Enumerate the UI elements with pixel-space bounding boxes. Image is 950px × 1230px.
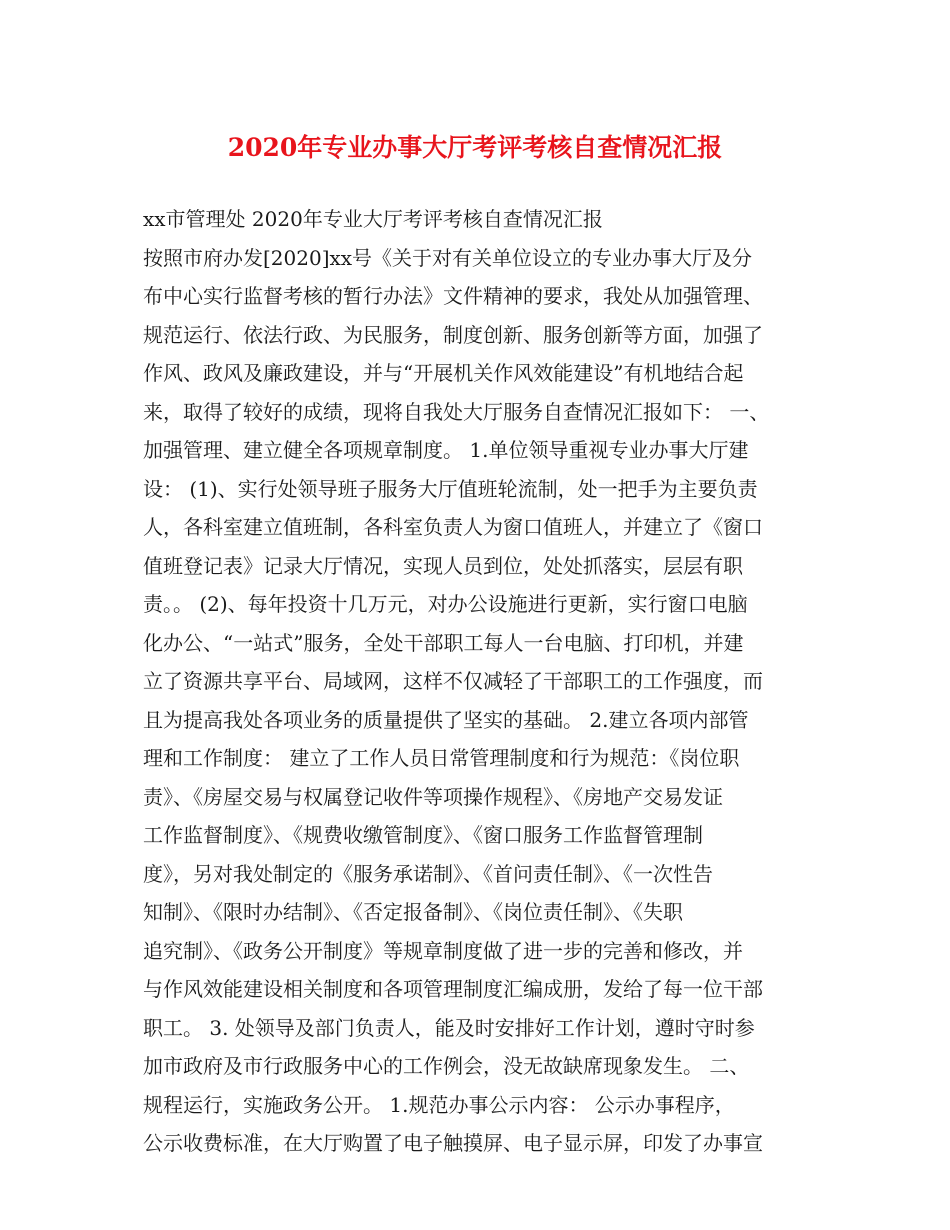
document-body [143, 200, 833, 1163]
body-line: xx市管理处 2020年专业大厅考评考核自查情况汇报 [143, 207, 603, 231]
body-line: 加强管理、建立健全各项规章制度。 1.单位领导重视专业办事大厅建 [143, 438, 749, 462]
body-line: 设： (1)、实行处领导班子服务大厅值班轮流制，处一把手为主要负责 [143, 476, 758, 501]
body-line: 值班登记表》记录大厅情况，实现人员到位，处处抓落实，层层有职 [143, 553, 743, 578]
body-line: 加市政府及市行政服务中心的工作例会，没无故缺席现象发生。 二、 [143, 1054, 750, 1078]
body-line: 工作监督制度》、《规费收缴管制度》、《窗口服务工作监督管理制 [143, 823, 703, 847]
body-line: 规程运行，实施政务公开。 1.规范办事公示内容： 公示办事程序， [143, 1092, 735, 1117]
body-line: 理和工作制度： 建立了工作人员日常管理制度和行为规范：《岗位职 [143, 746, 740, 770]
body-line: 责》、《房屋交易与权属登记收件等项操作规程》、《房地产交易发证 [143, 784, 723, 809]
body-line: 规范运行、依法行政、为民服务，制度创新、服务创新等方面，加强了 [143, 322, 763, 347]
body-line: 来，取得了较好的成绩，现将自我处大厅服务自查情况汇报如下： 一、 [143, 399, 770, 424]
body-line: 与作风效能建设相关制度和各项管理制度汇编成册，发给了每一位干部 [143, 977, 763, 1001]
body-line: 立了资源共享平台、局域网，这样不仅减轻了干部职工的工作强度，而 [143, 669, 763, 693]
body-line: 人，各科室建立值班制，各科室负责人为窗口值班人，并建立了《窗口 [143, 515, 763, 539]
body-line: 且为提高我处各项业务的质量提供了坚实的基础。 2.建立各项内部管 [143, 707, 749, 732]
body-line: 度》，另对我处制定的《服务承诺制》、《首问责任制》、《一次性告 [143, 861, 713, 886]
body-line: 职工。 3. 处领导及部门负责人，能及时安排好工作计划，遵时守时参 [143, 1015, 755, 1040]
body-line: 追究制》、《政务公开制度》等规章制度做了进一步的完善和修改，并 [143, 938, 743, 963]
body-line: 布中心实行监督考核的暂行办法》文件精神的要求，我处从加强管理、 [143, 284, 763, 308]
document-title: 2020年专业办事大厅考评考核自查情况汇报 [227, 133, 723, 162]
body-line: 按照市府办发[2020]xx号《关于对有关单位设立的专业办事大厅及分 [143, 245, 753, 270]
body-line: 化办公、“一站式”服务，全处干部职工每人一台电脑、打印机，并建 [143, 630, 744, 655]
body-line: 作风、政风及廉政建设，并与“开展机关作风效能建设”有机地结合起 [143, 361, 744, 385]
body-line: 公示收费标准，在大厅购置了电子触摸屏、电子显示屏，印发了办事宣 [143, 1131, 763, 1155]
body-line: 责。。 (2)、每年投资十几万元，对办公设施进行更新，实行窗口电脑 [143, 592, 748, 616]
body-line: 知制》、《限时办结制》、《否定报备制》、《岗位责任制》、《失职 [143, 900, 683, 924]
